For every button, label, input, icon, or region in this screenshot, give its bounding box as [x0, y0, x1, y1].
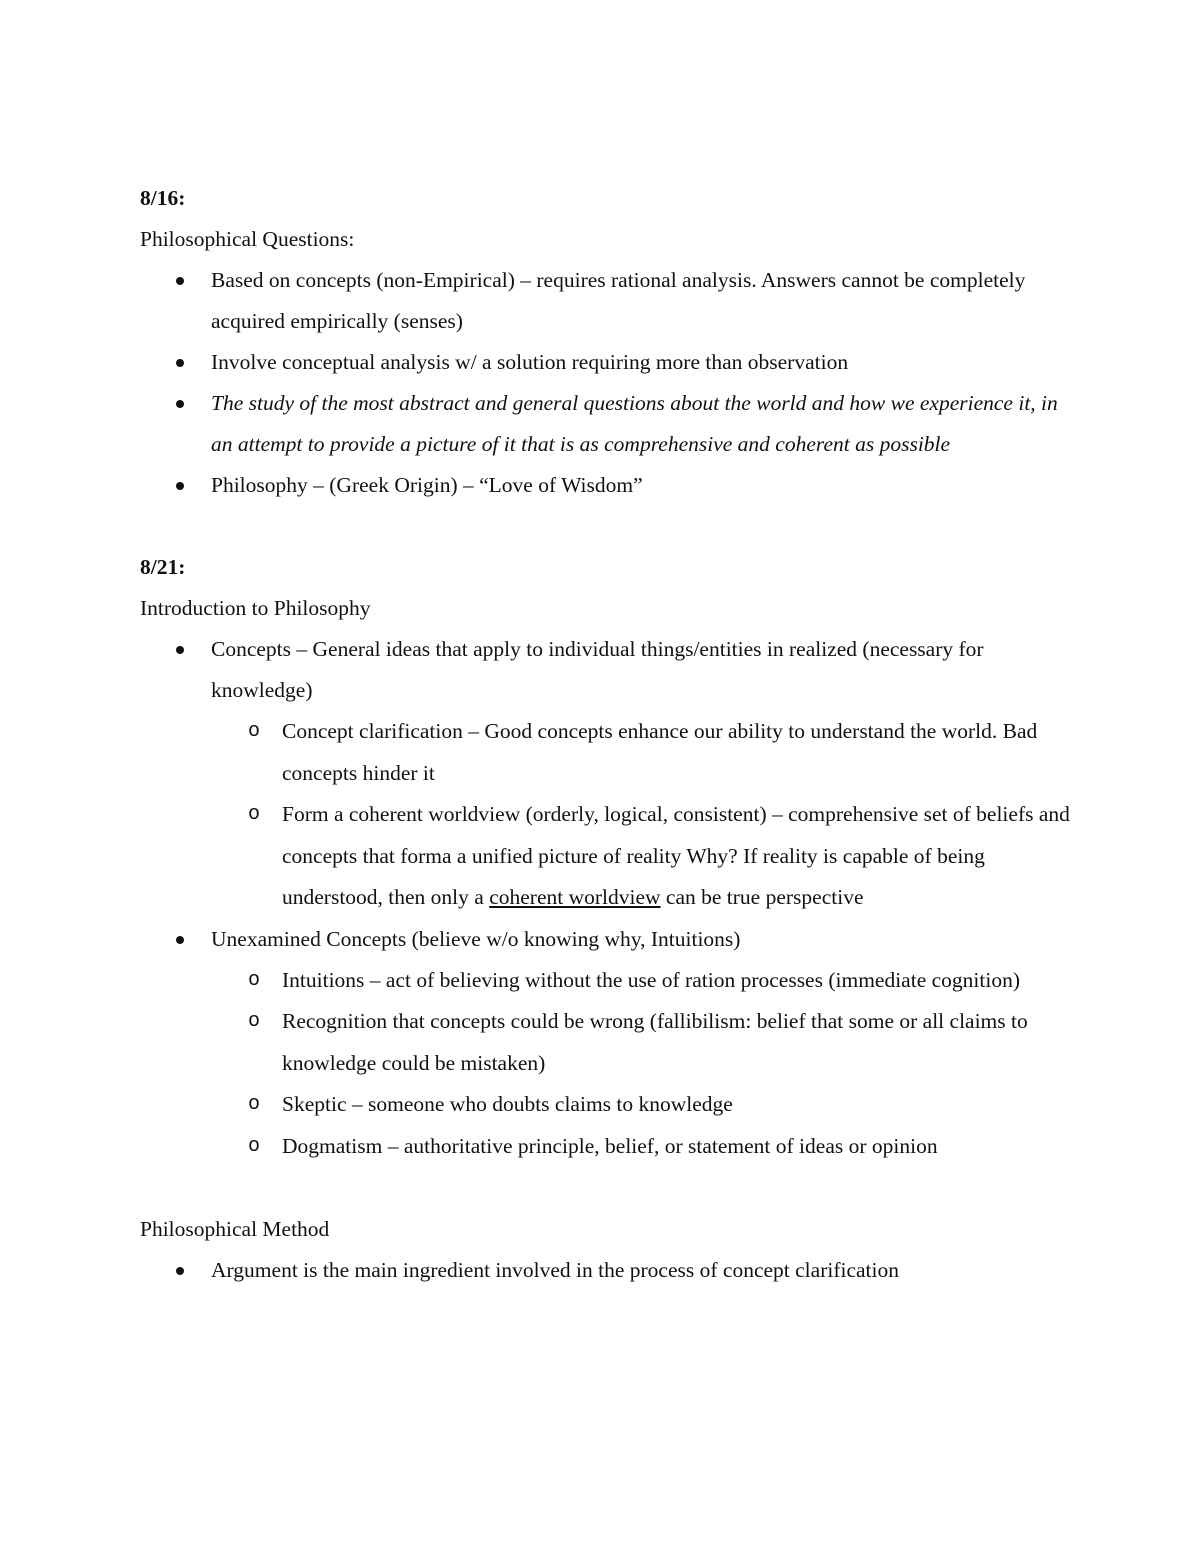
- list-item-text: Based on concepts (non-Empirical) – requires rational analysis. Answers cannot be completely acquired empirically (senses): [211, 268, 1026, 333]
- sub-bullet-icon: o: [248, 1010, 261, 1033]
- sub-bullet-list: [211, 960, 1070, 1168]
- section-heading: Introduction to Philosophy: [140, 596, 371, 620]
- list-item: [140, 383, 1070, 465]
- sub-list-item-text: Recognition that concepts could be wrong (fallibilism: belief that some or all claims to knowledge could be mistaken): [282, 1009, 1028, 1075]
- document-page: [140, 178, 1070, 1291]
- sub-bullet-icon: o: [248, 720, 261, 743]
- sub-list-item: [211, 1001, 1070, 1084]
- sub-list-item: [211, 711, 1070, 794]
- sub-list-item-text: Intuitions – act of believing without the use of ration processes (immediate cognition): [282, 967, 1020, 992]
- bullet-list: [140, 1250, 1070, 1291]
- sub-list-item-text: can be true perspective: [660, 885, 864, 909]
- sub-list-item-text: Dogmatism – authoritative principle, belief, or statement of ideas or opinion: [282, 1133, 938, 1158]
- sub-list-item-text: Concept clarification – Good concepts enhance our ability to understand the world. Bad concepts hinder it: [282, 719, 1038, 785]
- list-item-text: Concepts – General ideas that apply to individual things/entities in realized (necessary for knowledge): [211, 637, 984, 702]
- section-heading: Philosophical Questions:: [140, 227, 355, 251]
- list-item-text: The study of the most abstract and general questions about the world and how we experience it, in an attempt to provide a picture of it that is as comprehensive and coherent as possible: [211, 391, 1058, 456]
- date-heading: 8/21:: [140, 555, 186, 579]
- spacer: [140, 506, 1070, 547]
- sub-list-item: [211, 794, 1070, 919]
- list-item-text: Involve conceptual analysis w/ a solution requiring more than observation: [211, 350, 849, 374]
- list-item: [140, 919, 1070, 1168]
- sub-bullet-icon: o: [248, 968, 261, 992]
- bullet-icon: [176, 936, 184, 944]
- bullet-list: [140, 260, 1070, 506]
- list-item: [140, 629, 1070, 919]
- bullet-icon: [176, 400, 184, 408]
- bullet-icon: [176, 277, 184, 285]
- sub-bullet-icon: o: [248, 803, 261, 826]
- list-item: [140, 1250, 1070, 1291]
- sub-list-item: [211, 960, 1070, 1002]
- list-item-text: Philosophy – (Greek Origin) – “Love of Wisdom”: [211, 473, 643, 497]
- sub-list-item-text: Skeptic – someone who doubts claims to knowledge: [282, 1092, 733, 1116]
- underlined-term: coherent worldview: [489, 885, 661, 909]
- sub-bullet-icon: o: [248, 1093, 261, 1116]
- spacer: [140, 1167, 1070, 1209]
- bullet-icon: [176, 359, 184, 367]
- sub-list-item: [211, 1126, 1070, 1168]
- date-heading: 8/16:: [140, 186, 186, 210]
- sub-bullet-icon: o: [248, 1134, 261, 1158]
- section-heading: Philosophical Method: [140, 1217, 330, 1241]
- bullet-icon: [176, 1267, 184, 1275]
- bullet-list: [140, 629, 1070, 1167]
- sub-list-item: [211, 1084, 1070, 1126]
- list-item: [140, 342, 1070, 383]
- bullet-icon: [176, 482, 184, 490]
- list-item-text: Argument is the main ingredient involved in the process of concept clarification: [211, 1258, 899, 1282]
- bullet-icon: [176, 646, 184, 654]
- sub-list-item-text: Form a coherent worldview (orderly, logical, consistent) – comprehensive set of beliefs and concepts that forma a unified picture of reality Why? If reality is capable of being understood, then only a: [282, 802, 1070, 909]
- list-item: [140, 260, 1070, 342]
- list-item: [140, 465, 1070, 506]
- list-item-text: Unexamined Concepts (believe w/o knowing why, Intuitions): [211, 926, 741, 951]
- sub-bullet-list: [211, 711, 1070, 919]
